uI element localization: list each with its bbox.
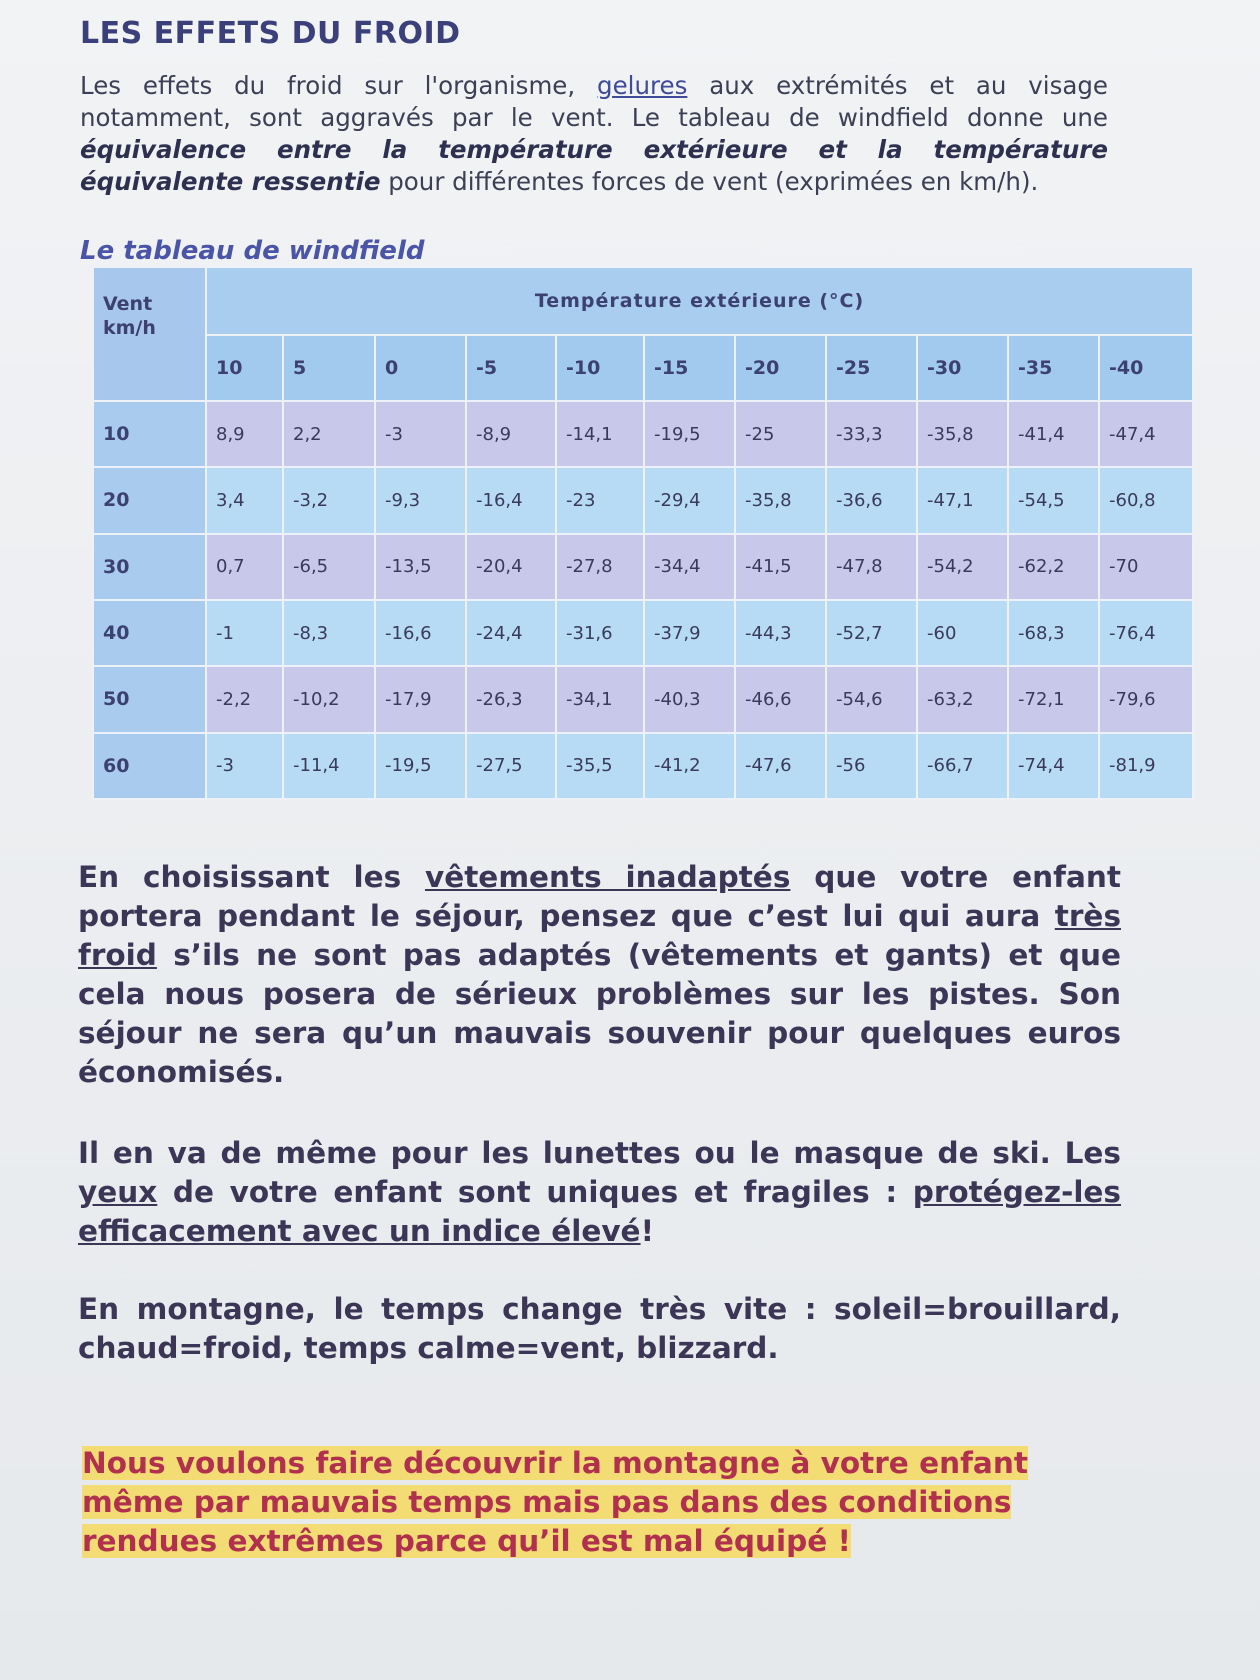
corner-label-unit: km/h (103, 317, 156, 339)
table-cell: -79,6 (1099, 666, 1193, 732)
table-cell: -68,3 (1008, 600, 1099, 666)
gelures-link[interactable]: gelures (597, 71, 688, 100)
column-header: -35 (1008, 335, 1099, 401)
table-cell: -47,6 (735, 733, 826, 799)
column-header: -5 (466, 335, 556, 401)
p1-text-c: s’ils ne sont pas adaptés (vêtements et gants) et que cela nous posera de sérieux problèmes sur les pistes. Son séjour ne sera qu’un mauvais souvenir pour quelques euros économisés. (78, 938, 1121, 1089)
table-cell: -63,2 (917, 666, 1008, 732)
table-cell: -29,4 (644, 467, 735, 533)
wind-speed-cell: 20 (93, 467, 206, 533)
table-cell: -17,9 (375, 666, 466, 732)
windfield-table (92, 266, 1194, 800)
table-cell: -35,8 (917, 401, 1008, 467)
table-cell: -2,2 (206, 666, 283, 732)
table-cell: -70 (1099, 534, 1193, 600)
p2-text-c: ! (640, 1214, 655, 1248)
table-cell: 2,2 (283, 401, 375, 467)
table-cell: -56 (826, 733, 917, 799)
intro-text-3: pour différentes forces de vent (exprimées en km/h). (380, 167, 1039, 196)
p1-underline-1: vêtements inadaptés (424, 860, 791, 894)
table-cell: -11,4 (283, 733, 375, 799)
column-header: 10 (206, 335, 283, 401)
table-cell: 8,9 (206, 401, 283, 467)
table-cell: -13,5 (375, 534, 466, 600)
column-header: -40 (1099, 335, 1193, 401)
table-cell: -44,3 (735, 600, 826, 666)
table-cell: -76,4 (1099, 600, 1193, 666)
intro-bold: équivalence entre la température extérieure et la température équivalente ressentie (80, 135, 1108, 196)
table-cell: -16,4 (466, 467, 556, 533)
table-cell: -72,1 (1008, 666, 1099, 732)
p1-text-a: En choisissant les (78, 860, 425, 894)
column-header: 5 (283, 335, 375, 401)
table-cell: -40,3 (644, 666, 735, 732)
table-row (93, 666, 1193, 732)
table-row (93, 534, 1193, 600)
table-cell: 3,4 (206, 467, 283, 533)
wind-speed-cell: 40 (93, 600, 206, 666)
table-cell: -3 (375, 401, 466, 467)
table-row (93, 600, 1193, 666)
eyewear-paragraph (78, 1134, 1121, 1251)
column-header: 0 (375, 335, 466, 401)
column-header: -25 (826, 335, 917, 401)
table-cell: -19,5 (375, 733, 466, 799)
p2-text-b: de votre enfant sont uniques et fragiles : (157, 1175, 913, 1209)
weather-paragraph: En montagne, le temps change très vite : soleil=brouillard, chaud=froid, temps calme=vent, blizzard. (78, 1292, 1121, 1365)
column-header-row (93, 335, 1193, 401)
table-row (93, 401, 1193, 467)
table-cell: -54,2 (917, 534, 1008, 600)
table-cell: -20,4 (466, 534, 556, 600)
table-cell: -34,4 (644, 534, 735, 600)
p2-text-a: Il en va de même pour les lunettes ou le masque de ski. Les (78, 1136, 1121, 1170)
table-cell: -81,9 (1099, 733, 1193, 799)
table-cell: -10,2 (283, 666, 375, 732)
table-cell: -24,4 (466, 600, 556, 666)
column-header: -20 (735, 335, 826, 401)
table-cell: -41,4 (1008, 401, 1099, 467)
intro-text-2: aux extrémités et au visage notamment, sont aggravés par le vent. Le tableau de windfield donne une (80, 71, 1108, 132)
table-cell: -23 (556, 467, 644, 533)
table-cell: -74,4 (1008, 733, 1099, 799)
table-cell: -25 (735, 401, 826, 467)
table-cell: -35,5 (556, 733, 644, 799)
table-cell: -54,5 (1008, 467, 1099, 533)
table-cell: -27,8 (556, 534, 644, 600)
table-row (93, 733, 1193, 799)
table-cell: -1 (206, 600, 283, 666)
table-body (93, 401, 1193, 799)
table-cell: -60 (917, 600, 1008, 666)
column-header: -30 (917, 335, 1008, 401)
table-cell: -60,8 (1099, 467, 1193, 533)
table-cell: -27,5 (466, 733, 556, 799)
table-cell: -31,6 (556, 600, 644, 666)
table-cell: -34,1 (556, 666, 644, 732)
intro-paragraph (80, 70, 1108, 198)
table-cell: -62,2 (1008, 534, 1099, 600)
table-cell: -54,6 (826, 666, 917, 732)
highlight-paragraph (82, 1444, 1127, 1561)
intro-text-1: Les effets du froid sur l'organisme, (80, 71, 598, 100)
wind-speed-cell: 30 (93, 534, 206, 600)
highlight-text: Nous voulons faire découvrir la montagne à votre enfant même par mauvais temps mais pas dans des conditions rendues extrêmes parce qu’il est mal équipé ! (82, 1446, 1028, 1558)
windfield-table-container (92, 266, 1192, 800)
page-title: LES EFFETS DU FROID (80, 16, 461, 51)
table-cell: -19,5 (644, 401, 735, 467)
table-cell: -47,8 (826, 534, 917, 600)
wind-speed-cell: 50 (93, 666, 206, 732)
corner-label-vent: Vent (103, 293, 153, 315)
p1-text-b: que votre enfant portera pendant le séjour, pensez que c’est lui qui aura (78, 860, 1121, 933)
table-cell: -41,2 (644, 733, 735, 799)
table-cell: -47,4 (1099, 401, 1193, 467)
table-cell: -8,3 (283, 600, 375, 666)
table-cell: 0,7 (206, 534, 283, 600)
table-cell: -35,8 (735, 467, 826, 533)
clothing-paragraph (78, 858, 1121, 1092)
p2-underline-1: yeux (78, 1175, 158, 1209)
table-cell: -47,1 (917, 467, 1008, 533)
p2-underline-2: protégez-les efficacement avec un indice élevé (78, 1175, 1121, 1248)
table-cell: -46,6 (735, 666, 826, 732)
table-cell: -41,5 (735, 534, 826, 600)
table-cell: -9,3 (375, 467, 466, 533)
wind-speed-cell: 60 (93, 733, 206, 799)
table-cell: -14,1 (556, 401, 644, 467)
table-row (93, 467, 1193, 533)
wind-speed-cell: 10 (93, 401, 206, 467)
corner-header (93, 267, 206, 401)
column-header: -15 (644, 335, 735, 401)
column-header: -10 (556, 335, 644, 401)
p1-underline-2: très froid (78, 899, 1121, 972)
table-cell: -8,9 (466, 401, 556, 467)
table-cell: -33,3 (826, 401, 917, 467)
table-cell: -16,6 (375, 600, 466, 666)
table-cell: -26,3 (466, 666, 556, 732)
table-cell: -66,7 (917, 733, 1008, 799)
table-cell: -3 (206, 733, 283, 799)
table-subtitle: Le tableau de windfield (80, 236, 425, 266)
table-cell: -3,2 (283, 467, 375, 533)
table-cell: -6,5 (283, 534, 375, 600)
temperature-header: Température extérieure (°C) (206, 267, 1193, 335)
table-cell: -36,6 (826, 467, 917, 533)
table-cell: -37,9 (644, 600, 735, 666)
table-cell: -52,7 (826, 600, 917, 666)
